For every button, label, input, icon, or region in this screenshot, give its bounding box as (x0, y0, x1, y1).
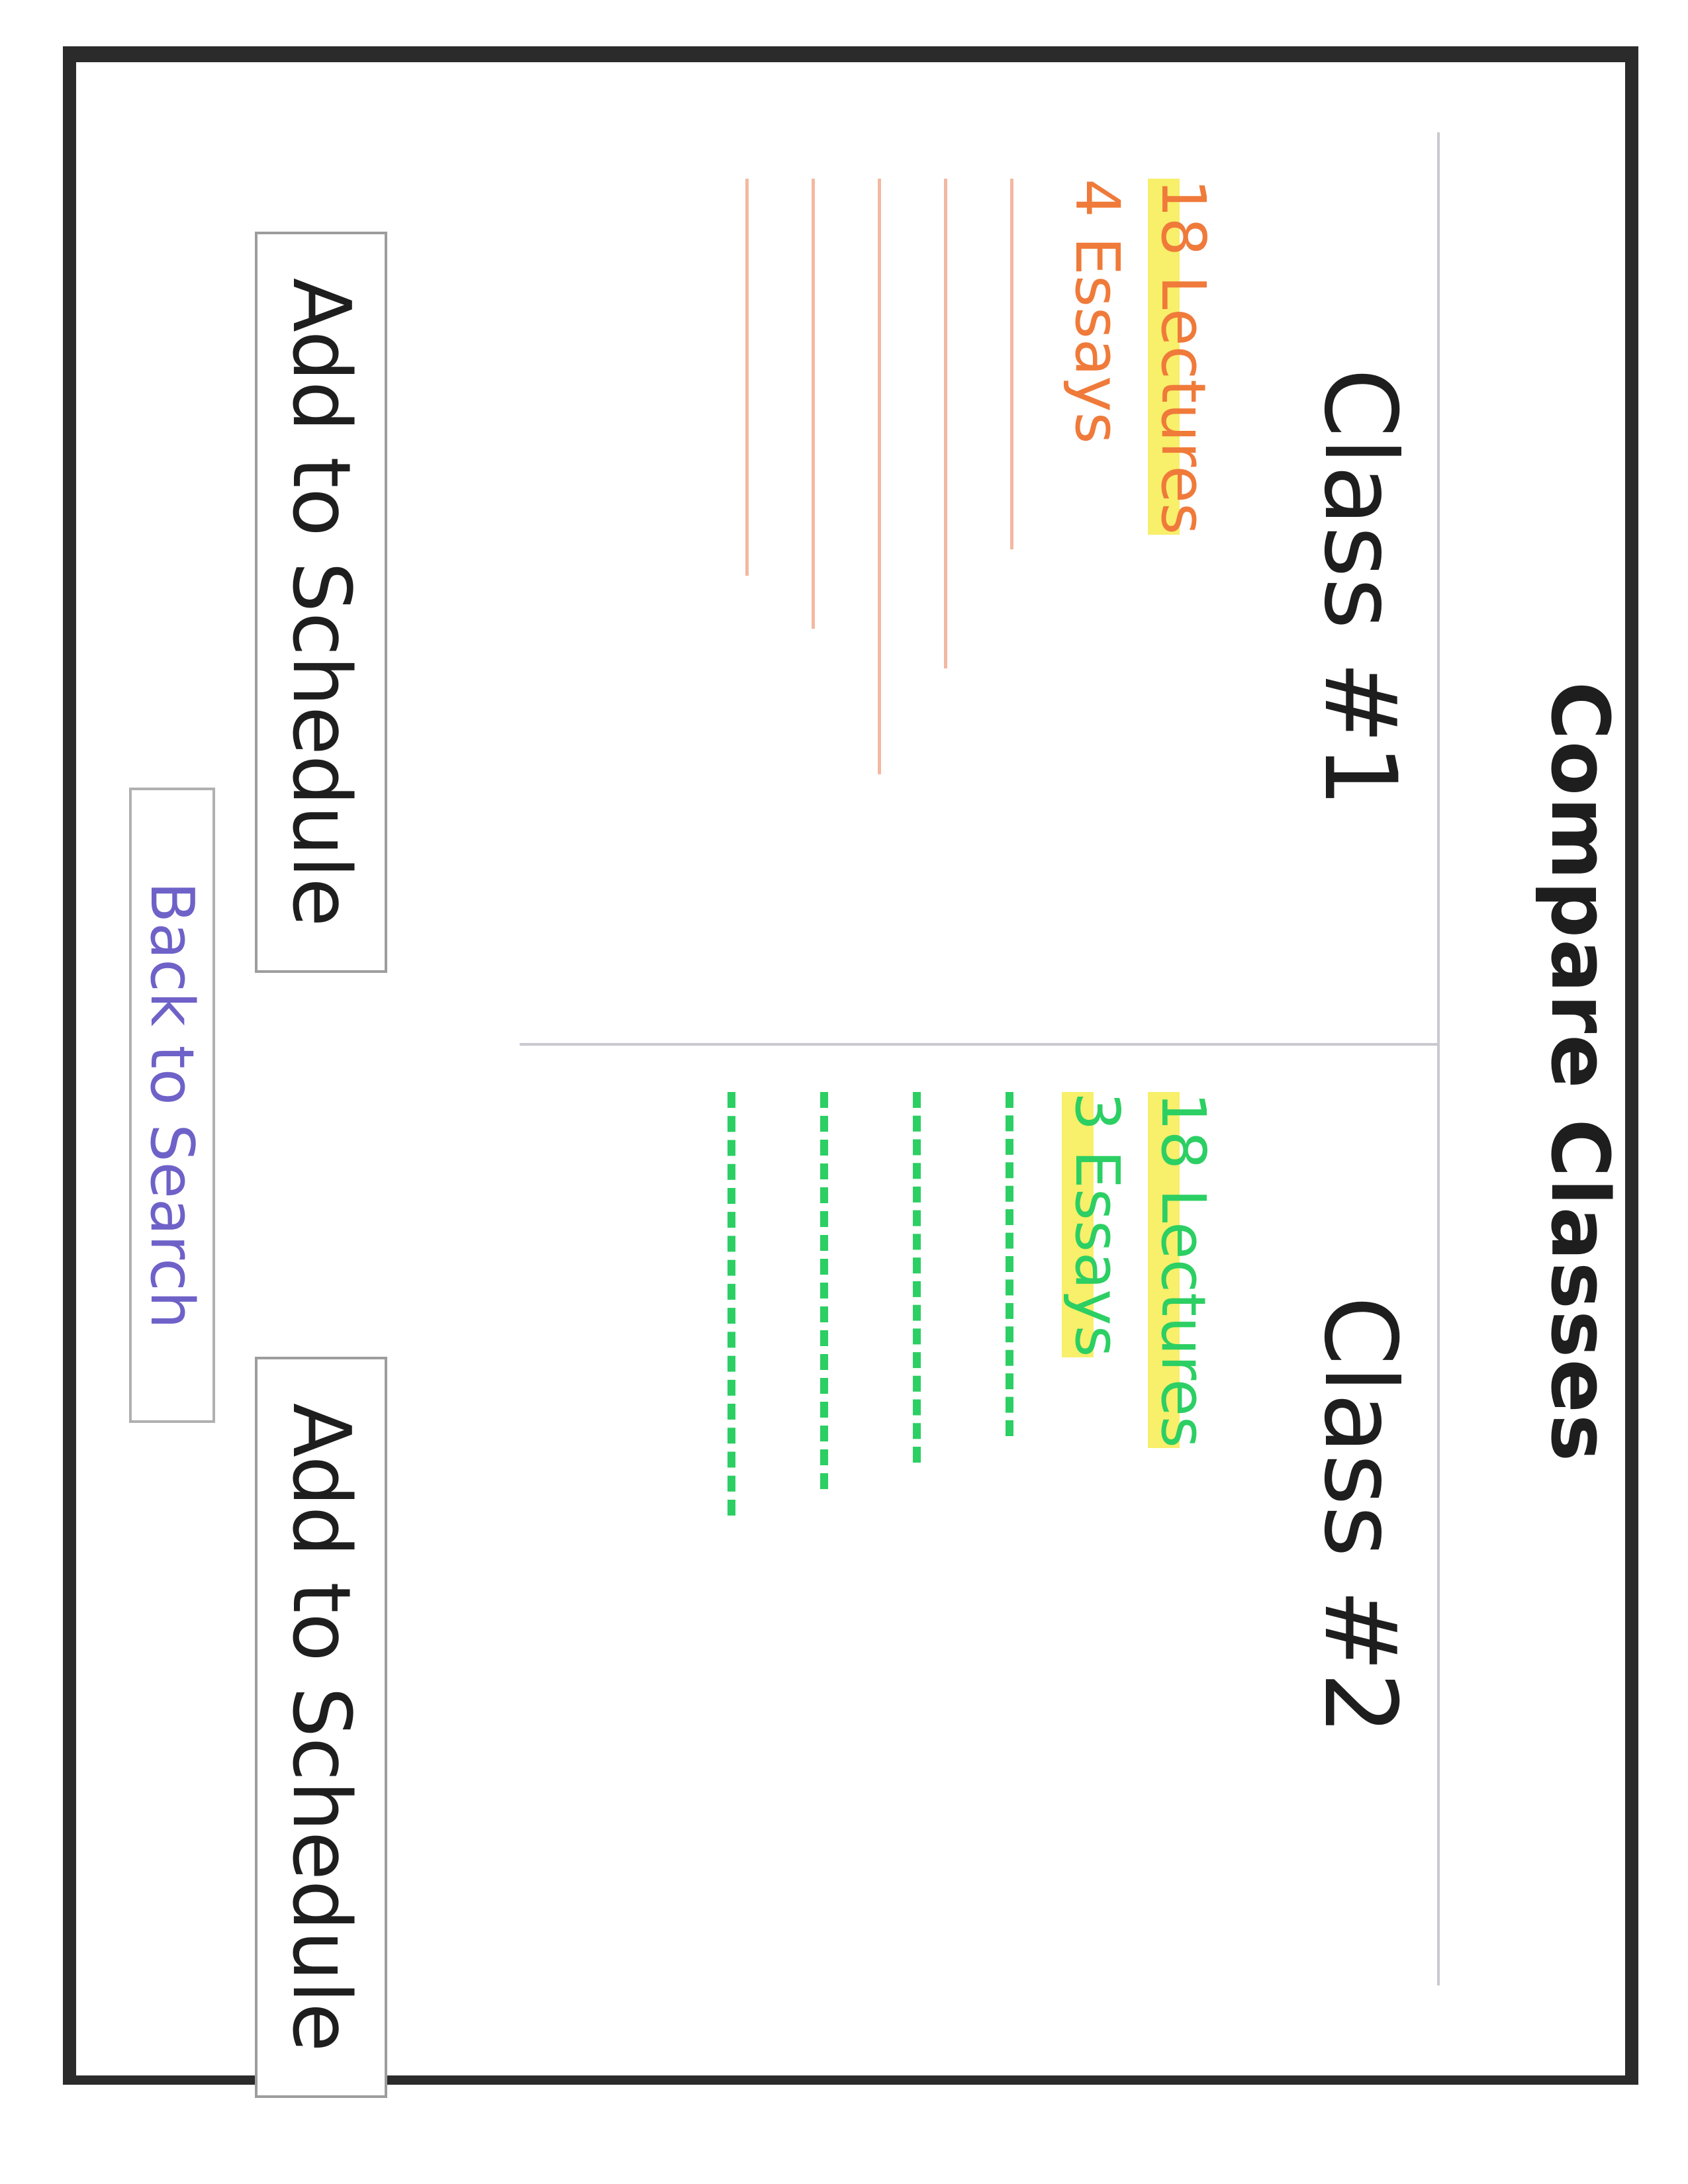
back-to-search-link[interactable]: Back to Search (129, 788, 215, 1423)
class-panel-2 (520, 1046, 1440, 1985)
class-panel-1 (520, 132, 1440, 1046)
detail-line (820, 1092, 828, 1489)
detail-line (913, 1092, 921, 1463)
detail-line (812, 179, 815, 629)
class-1-essays: 4 Essays (1062, 179, 1133, 444)
add-to-schedule-button-class-2[interactable]: Add to Schedule (255, 1357, 387, 2098)
add-to-schedule-button-class-1[interactable]: Add to Schedule (255, 232, 387, 973)
detail-line (1010, 179, 1013, 549)
class-1-title: Class #1 (1302, 368, 1417, 807)
detail-line (1006, 1092, 1013, 1436)
detail-line (944, 179, 947, 668)
class-1-lectures: 18 Lectures (1148, 179, 1219, 535)
class-2-title: Class #2 (1302, 1296, 1417, 1735)
detail-line (727, 1092, 735, 1516)
detail-line (878, 179, 881, 774)
class-2-essays: 3 Essays (1062, 1092, 1133, 1357)
class-2-lectures: 18 Lectures (1148, 1092, 1219, 1448)
page-title: Compare Classes (1533, 681, 1625, 1463)
detail-line (745, 179, 749, 576)
compare-classes-screen (63, 60, 1638, 2085)
